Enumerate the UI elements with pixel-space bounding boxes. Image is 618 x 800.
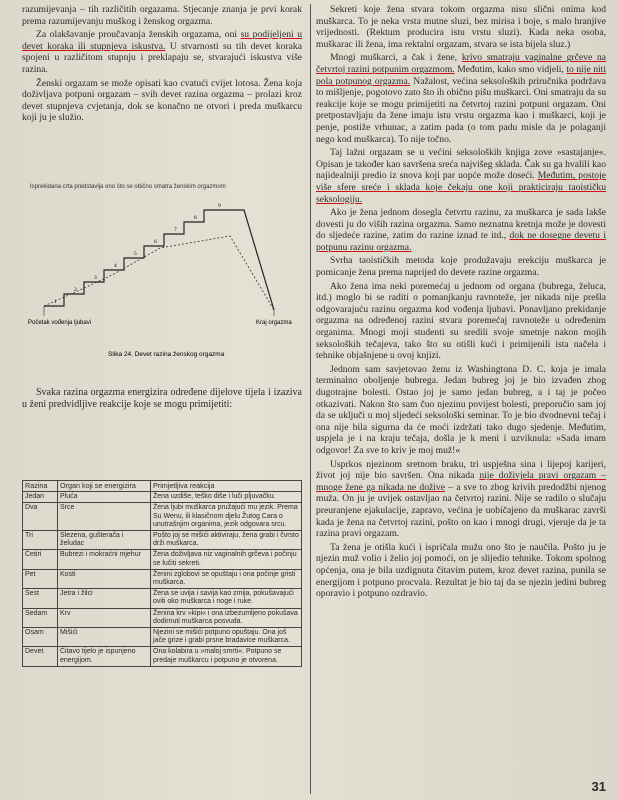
step-label: 7: [174, 227, 177, 233]
column-header: Razina: [23, 481, 58, 492]
underlined-text: Međutim, postoje više sfere sreće i sklada koje čekaju one koji prakticiraju taoističku seksologiju.: [316, 170, 606, 205]
table-row: Šest Jetra i žilci Žena se uvija i savija kao zmija, pokušavajući oviti oko muškarca i noge i ruke.: [23, 589, 302, 608]
step-label: 2: [74, 287, 77, 293]
table-row: Pet Kosti Ženini zglobovi se opuštaju i ona počinje gristi muškarca.: [23, 569, 302, 588]
paragraph: razumijevanja – tih različitih orgazama. Stjecanje znanja je prvi korak prema razumijevanju muškog i ženskog orgazma.: [22, 4, 302, 27]
table-row: Sedam Krv Ženina krv »kipi« i ona izbezumljeno pokušava dodirnuti muškarca posvuda.: [23, 608, 302, 627]
dashed-curve: [44, 236, 274, 310]
figure-caption: Slika 24. Devet razina ženskog orgazma: [108, 351, 225, 358]
table-row: Četiri Bubrezi i mokraćni mjehur Žena doživljava niz vaginalnih grčeva i počinju se lučiti sekreti.: [23, 550, 302, 569]
column-header: Organ koji se energizira: [58, 481, 151, 492]
end-label: Kraj orgazma: [256, 320, 292, 326]
column-divider: [310, 4, 311, 794]
column-header: Primjetljiva reakcija: [151, 481, 302, 492]
intro-paragraph: Svaka razina orgazma energizira određene dijelove tijela i izaziva u ženi predvidljive reakcije koje se mogu primijetiti:: [22, 387, 302, 410]
step-label: 6: [154, 239, 157, 245]
underlined-text: to nije niti pola potpunog orgazma.: [316, 63, 607, 87]
table-row: Jedan Pluća Žena uzdiše, teško diše i luči pljuvačku.: [23, 492, 302, 503]
underlined-text: nije doživjela pravi orgazam – mnoge žene ga nikada ne dožive: [316, 470, 606, 493]
underlined-text: krivo smatraju vaginalne grčeve na četvrtoj razini potpunim orgazmom.: [316, 52, 606, 75]
left-column: [22, 4, 302, 126]
paragraph: Sekreti koje žena stvara tokom orgazma nisu slični onima kod muškarca. To je neka vrsta mutne sluzi, bez mirisa i boje, s malo hranjive vrijednosti. (Rektum producira istu vrstu sluzi). Kada neka osoba, muškarac ili žena, ima rektalni orgazam, stvara se ista bijela sluz.): [316, 4, 606, 50]
table-row: Osam Mišići Njezini se mišići potpuno opuštaju. Ona još jače grize i grabi prsne bradavice muškarca.: [23, 628, 302, 647]
step-label: 4: [114, 263, 117, 269]
table-row: Dva Srce Žena ljubi muškarca pružajući mu jezik. Prema Su Wenu, ili klasičnom djelu Žutog Cara o unutrašnjim organima, jezik odgovara srcu.: [23, 503, 302, 531]
paragraph: Ako žena ima neki poremećaj u jednom od organa (bubrega, želuca, itd.) moglo bi se raditi o pomanjkanju ravnoteže, jer nikada nije prešla odgovarajuću razinu orgazma kod vođenja ljubavi. Ponavljano prekidanje orgazma na određenoj razini stvara poremećaj ravnoteže u određenim organima. Mnogi moji studenti su sredili svoje smetnje nakon mojih seksoloških tečajeva, tako što su otišli kući i primijenili ista načela i tehnike objašnjene u ovoj knjizi.: [316, 280, 606, 362]
table-row: Tri Slezena, gušterača i želudac Pošto joj se mišići aktiviraju, žena grabi i čvrsto drži muškarca.: [23, 531, 302, 550]
step-label: 3: [94, 275, 97, 281]
figure-top-label: Isprekidana crta predstavlja ono što se obično smatra ženskim orgazmom: [30, 184, 226, 190]
lotus-figure: [22, 178, 302, 363]
step-label: 1: [54, 299, 57, 305]
paragraph: Svrha taoističkih metoda koje produžavaju erekciju muškarca je pomicanje žena prema naprijed do devete razine orgazma.: [316, 255, 606, 279]
underlined-text: su podijeljeni u devet koraka ili stupnjeva iskustva.: [22, 29, 303, 52]
step-label: 5: [134, 251, 137, 257]
paragraph: Ta žena je otišla kući i ispričala mužu ono što je naučila. Pošto ju je njezin muž volio i želio joj pomoći, on je slijedio tehnike. Tokom spolnog općenja, ona je bila uzdignuta čitavim putem, kroz devet razina, punila se energijom i potpuno procvala. Rezultat je bio taj da se njezin jedini bubreg oporavio i potpuno ozdravio.: [316, 541, 606, 600]
paragraph: Ako je žena jednom dosegla četvrtu razinu, za muškarca je sada lakše dovesti ju do viših razina orgazma. Samo neznatna kretnja može je dovesti do sljedeće razine, zatim do razine iznad te itd., dok ne dosegne devetu i potpunu razinu orgazma.: [316, 207, 607, 253]
paragraph: Taj lažni orgazam se u većini seksoloških knjiga zove »sastajanje«. Opisan je također kao savršena sreća najvišeg sklada. Čak su ga hvalili kao najidealniji predio iz snova koji par uopće može doseći. Međutim, postoje više sfere sreće i sklada koje čekaju one koji prakticiraju taoističku seksologiju.: [316, 147, 606, 205]
step-label: 8: [194, 215, 197, 221]
paragraph: Ženski orgazam se može opisati kao cvatući cvijet lotosa. Žena koja doživljava potpuni orgazam – svih devet razina orgazma – prolazi kroz devet stupnjeva cvjetanja, dok se konačno ne otvori i preda muškarcu koji ju je služio.: [22, 77, 302, 124]
table-header-row: [23, 481, 302, 492]
orgasm-levels-table: [22, 480, 302, 667]
paragraph: Mnogi muškarci, a čak i žene, krivo smatraju vaginalne grčeve na četvrtoj razini potpunim orgazmom. Međutim, kako smo vidjeli, to nije niti pola potpunog orgazma. Nažalost, većina seksoloških priručnika podržava to mišljenje, pogotovo zato što ih obično pišu muškarci. Oni smatraju da su reakcije koje se mogu primijetiti na četvrtoj razini potpuni orgazam. Oni pretpostavljaju da žene imaju istu vrstu orgazma kao i muškarci, koji je penje, postiže vrhunac, a zatim pada (o tom padu misle da je polaganji nego kod muškarca). To nije točno.: [316, 52, 607, 145]
paragraph: Jednom sam savjetovao ženu iz Washingtona D. C. koja je imala terminalno oboljenje bubrega. Jedan bubreg joj je bio izvađen zbog dugotrajne bolesti. Ostao joj je samo jedan bubreg, a i taj je počeo otkazivati. Nakon što sam čuo njezinu povijest bolesti, preporučio sam joj da se uključi u moj sljedeći seksološki seminar. To je bio dvodnevni tečaj i ona nije bila sigurna da će moći izdržati tako dugo sjedenje. Međutim, uspjela je i na kraju tečaja, došla je k meni i uzviknula: »Sada imam odgovor! Za sve to kriv je moj muž!«: [316, 363, 606, 456]
page-number: 31: [591, 779, 606, 794]
table-row: Devet Čitavo tijelo je ispunjeno energijom. Ona kolabira u »malој smrti«. Potpuno se predaje muškarcu i potpuno je otvorena.: [23, 647, 302, 666]
paragraph: Za olakšavanje proučavanja ženskih orgazama, oni su podijeljeni u devet koraka ili stupnjeva iskustva. U stvarnosti su tih devet koraka spojeni u različitom stupnju i preklapaju se, stvarajući iskustva više razina.: [22, 29, 303, 75]
paragraph: Usprkos njezinom sretnom braku, tri uspješna sina i lijepoj karijeri, život joj nije bio savršen. Ona nikada nije doživjela pravi orgazam – mnoge žene ga nikada ne dožive – a sve to zbog krivih predodžbi njenog muža. On ju je uvijek ostavljao na četvrtoj razini. Nije se radilo o slučaju preuranjene ejakulacije, zapravo, većina je uobičajeno da muškarac završi kada je žena na četvrtoj razini, pošto on kao i mnogi drugi, vjeruje da je ta razina pravi orgazam.: [316, 458, 606, 540]
underlined-text: dok ne dosegne devetu i potpunu razinu orgazma.: [316, 230, 607, 253]
step-label: 9: [218, 203, 221, 209]
start-label: Početak vođenja ljubavi: [28, 320, 92, 326]
staircase-line: [44, 210, 274, 310]
orgasm-levels-diagram: [22, 178, 302, 363]
right-column: [316, 4, 606, 602]
